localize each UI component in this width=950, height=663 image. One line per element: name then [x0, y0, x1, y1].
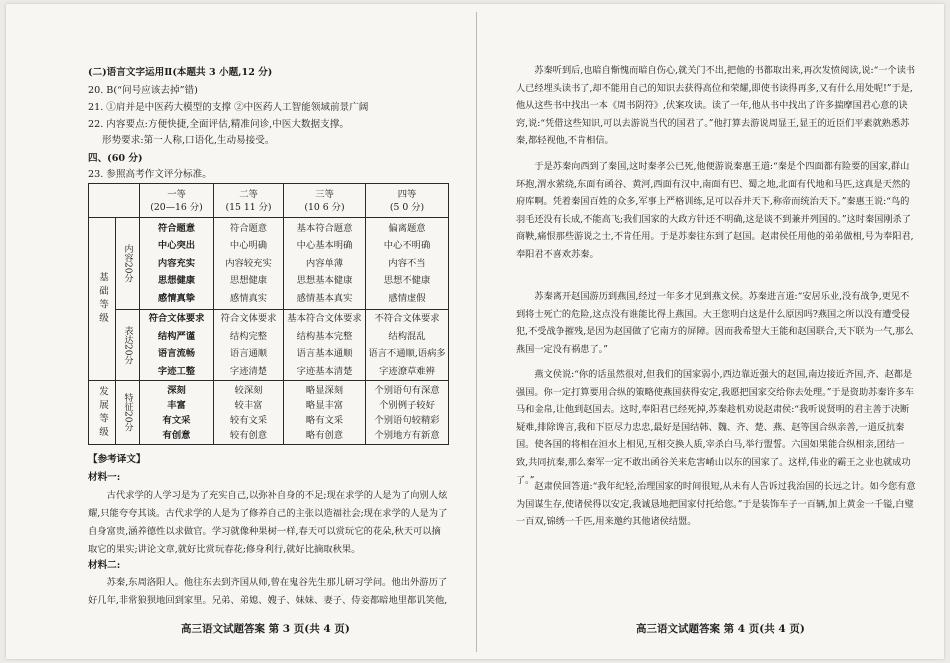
answer-q22-line2: 形势要求:第一人称,口语化,生动易接受。 — [102, 135, 275, 146]
grade-header-2: 二等 (15 11 分) — [214, 184, 284, 218]
content-grade2-cell: 符合题意 中心明确 内容较充实 思想健康 感情真实 — [214, 218, 284, 310]
material2-text: 苏秦,东周洛阳人。他往东去到齐国从师,曾在鬼谷先生那儿研习学问。他出外游历了好几年,非常狼狈地回到家里。兄弟、弟媳、嫂子、妹妹、妻子、侍妾都暗地里都讥笑他, — [88, 577, 448, 606]
content-grade4-cell: 偏离题意 中心不明确 内容不当 思想不健康 感情虚假 — [366, 218, 449, 310]
feature-grade1-cell: 深刻 丰富 有文采 有创意 — [140, 381, 214, 445]
right-paragraph-2: 于是苏秦向西到了秦国,这时秦孝公已死,他便游说秦惠王道:“秦是个四面都有险要的国家,群山环抱,渭水萦绕,东面有函谷、黄河,西面有汉中,南面有巴、蜀之地,北面有代地和马匹,这真是天然的府库啊。凭着秦国百姓的众多,军事上严格训练,足可以吞并天下,称帝而统治天下。”秦惠王说:“鸟的羽毛还没有长成,不能高飞;我们国家的大政方针还不明确,这是谈不到兼并列国的。”这时秦国刚杀了商鞅,痛恨那些游说之士,不肯任用。于是苏秦往东到了赵国。赵肃侯任用他的弟弟做相,号为奉阳君,奉阳君不喜欢苏秦。 — [516, 161, 914, 260]
material1-text: 古代求学的人学习是为了充实自己,以弥补自身的不足;现在求学的人是为了向别人炫耀,只能夸夸其谈。古代求学的人是为了修养自己的主张以造福社会;现在求学的人是为了自身富贵,涵养德性以求做官。学习就像种果树一样,春天可以赏玩它的花朵,秋天可以摘取它的果实;讲论文章,就好比赏玩春花;修身利行,就好比摘取秋果。 — [88, 490, 448, 555]
essay-grading-table — [88, 183, 449, 445]
left-page — [6, 4, 476, 659]
grade-header-1: 一等 (20—16 分) — [140, 184, 214, 218]
section4-title: 四、(60 分) — [88, 153, 143, 164]
material2-title: 材料二: — [88, 560, 121, 571]
feature-grade4-cell: 个别语句有深意 个别例子较好 个别语句较精彩 个别地方有新意 — [366, 381, 449, 445]
page3-footer: 高三语文试题答案 第 3 页(共 4 页) — [181, 623, 350, 635]
content-grade3-cell: 基本符合题意 中心基本明确 内容单薄 思想基本健康 感情基本真实 — [284, 218, 366, 310]
grade-header-4: 四等 (5 0 分) — [366, 184, 449, 218]
answer-q22-line1: 22. 内容要点:方便快捷,全面评估,精准问诊,中医大数据支撑。 — [88, 119, 349, 130]
answer-q23: 23. 参照高考作文评分标准。 — [88, 169, 212, 180]
group-development-level: 发展等级 — [89, 381, 116, 445]
row-label-expression: 表达20分 — [116, 310, 140, 381]
right-paragraph-4: 燕文侯说:“你的话虽然很对,但我们的国家弱小,西边靠近强大的赵国,南边接近齐国,齐、赵都是强国。你一定打算要用合纵的策略使燕国获得安定,我愿把国家交给你去处理。”于是资助苏秦许多车马和金帛,让他到赵国去。这时,奉阳君已经死掉,苏秦趁机劝说赵肃侯:“我听说贤明的君主善于决断疑难,排除谗言,我和下臣尽力忠忠,最好是国结韩、魏、齐、楚、燕、赵等国合纵亲善,一道反抗秦国。使各国的将相在洹水上相见,互相交换人质,宰杀白马,举行盟誓。六国如果能合纵相亲,团结一致,共同抗秦,那么秦军一定不敢出函谷关来危害崤山以东的国家了。这样,伟业的霸王之业也就成功了。” — [516, 369, 915, 486]
material1-title: 材料一: — [88, 472, 121, 483]
right-paragraph-3: 苏秦离开赵国游历到燕国,经过一年多才见到燕文侯。苏秦进言道:“安居乐业,没有战争,更见不到将士死亡的危险,这点没有谁能比得上燕国。大王您明白这是什么原因吗?燕国之所以没有遭受侵犯,不受战争摧残,是因为赵国做了它南方的屏障。因而我希望大王能和赵国联合,天下联为一气,那么燕国一定没有祸患了。” — [516, 291, 914, 355]
answer-q21: 21. ①肩并是中医药大模型的支撑 ②中医药人工智能领域前景广阔 — [88, 102, 369, 113]
group-basic-level: 基础等级 — [89, 218, 116, 381]
row-label-feature: 特征20分 — [116, 381, 140, 445]
table-corner-cell — [89, 184, 140, 218]
section2-title: (二)语言文字运用Ⅱ(本题共 3 小题,12 分) — [88, 67, 273, 78]
feature-grade2-cell: 较深刻 较丰富 较有文采 较有创意 — [214, 381, 284, 445]
right-paragraph-1: 苏秦听到后,也暗自惭愧而暗自伤心,就关门不出,把他的书都取出来,再次发愤阅读,说:“一个读书人已经埋头读书了,却不能用自己的知识去获得高位和荣耀,即使书读得再多,又有什么用处呢!”于是,他从这些书中找出一本《周书阴符》,伏案攻读。读了一年,他从书中找出了许多揣摩国君心意的诀窍,说:“凭借这些知识,可以去游说当代的国君了。”他打算去游说周显王,显王的近臣们平素就熟悉苏秦,都轻视他,不肯相信。 — [516, 65, 916, 147]
reference-translation-title: 【参考译文】 — [88, 454, 146, 465]
expression-grade2-cell: 符合文体要求 结构完整 语言通顺 字迹清楚 — [214, 310, 284, 381]
content-grade1-cell: 符合题意 中心突出 内容充实 思想健康 感情真挚 — [140, 218, 214, 310]
answer-q20: 20. B(“问号应该去掉”错) — [88, 85, 198, 96]
feature-grade3-cell: 略显深刻 略显丰富 略有文采 略有创意 — [284, 381, 366, 445]
row-label-content: 内容20分 — [116, 218, 140, 310]
right-paragraph-5: 赵肃侯回答道:“我年纪轻,治理国家的时间很短,从未有人告诉过我治国的长远之计。如今您有意为国谋生存,使诸侯得以安定,我诚恳地把国家付托给您。”于是装饰车子一百辆,加上黄金一千镒,白璧一百双,锦绣一千匹,用来邀约其他诸侯结盟。 — [516, 481, 916, 528]
grade-header-3: 三等 (10 6 分) — [284, 184, 366, 218]
page4-footer: 高三语文试题答案 第 4 页(共 4 页) — [636, 623, 805, 635]
expression-grade1-cell: 符合文体要求 结构严谨 语言流畅 字迹工整 — [140, 310, 214, 381]
expression-grade3-cell: 基本符合文体要求 结构基本完整 语言基本通顺 字迹基本清楚 — [284, 310, 366, 381]
scanned-answer-sheet — [6, 4, 944, 659]
expression-grade4-cell: 不符合文体要求 结构混乱 语言不通顺,语病多 字迹潦草难辨 — [366, 310, 449, 381]
